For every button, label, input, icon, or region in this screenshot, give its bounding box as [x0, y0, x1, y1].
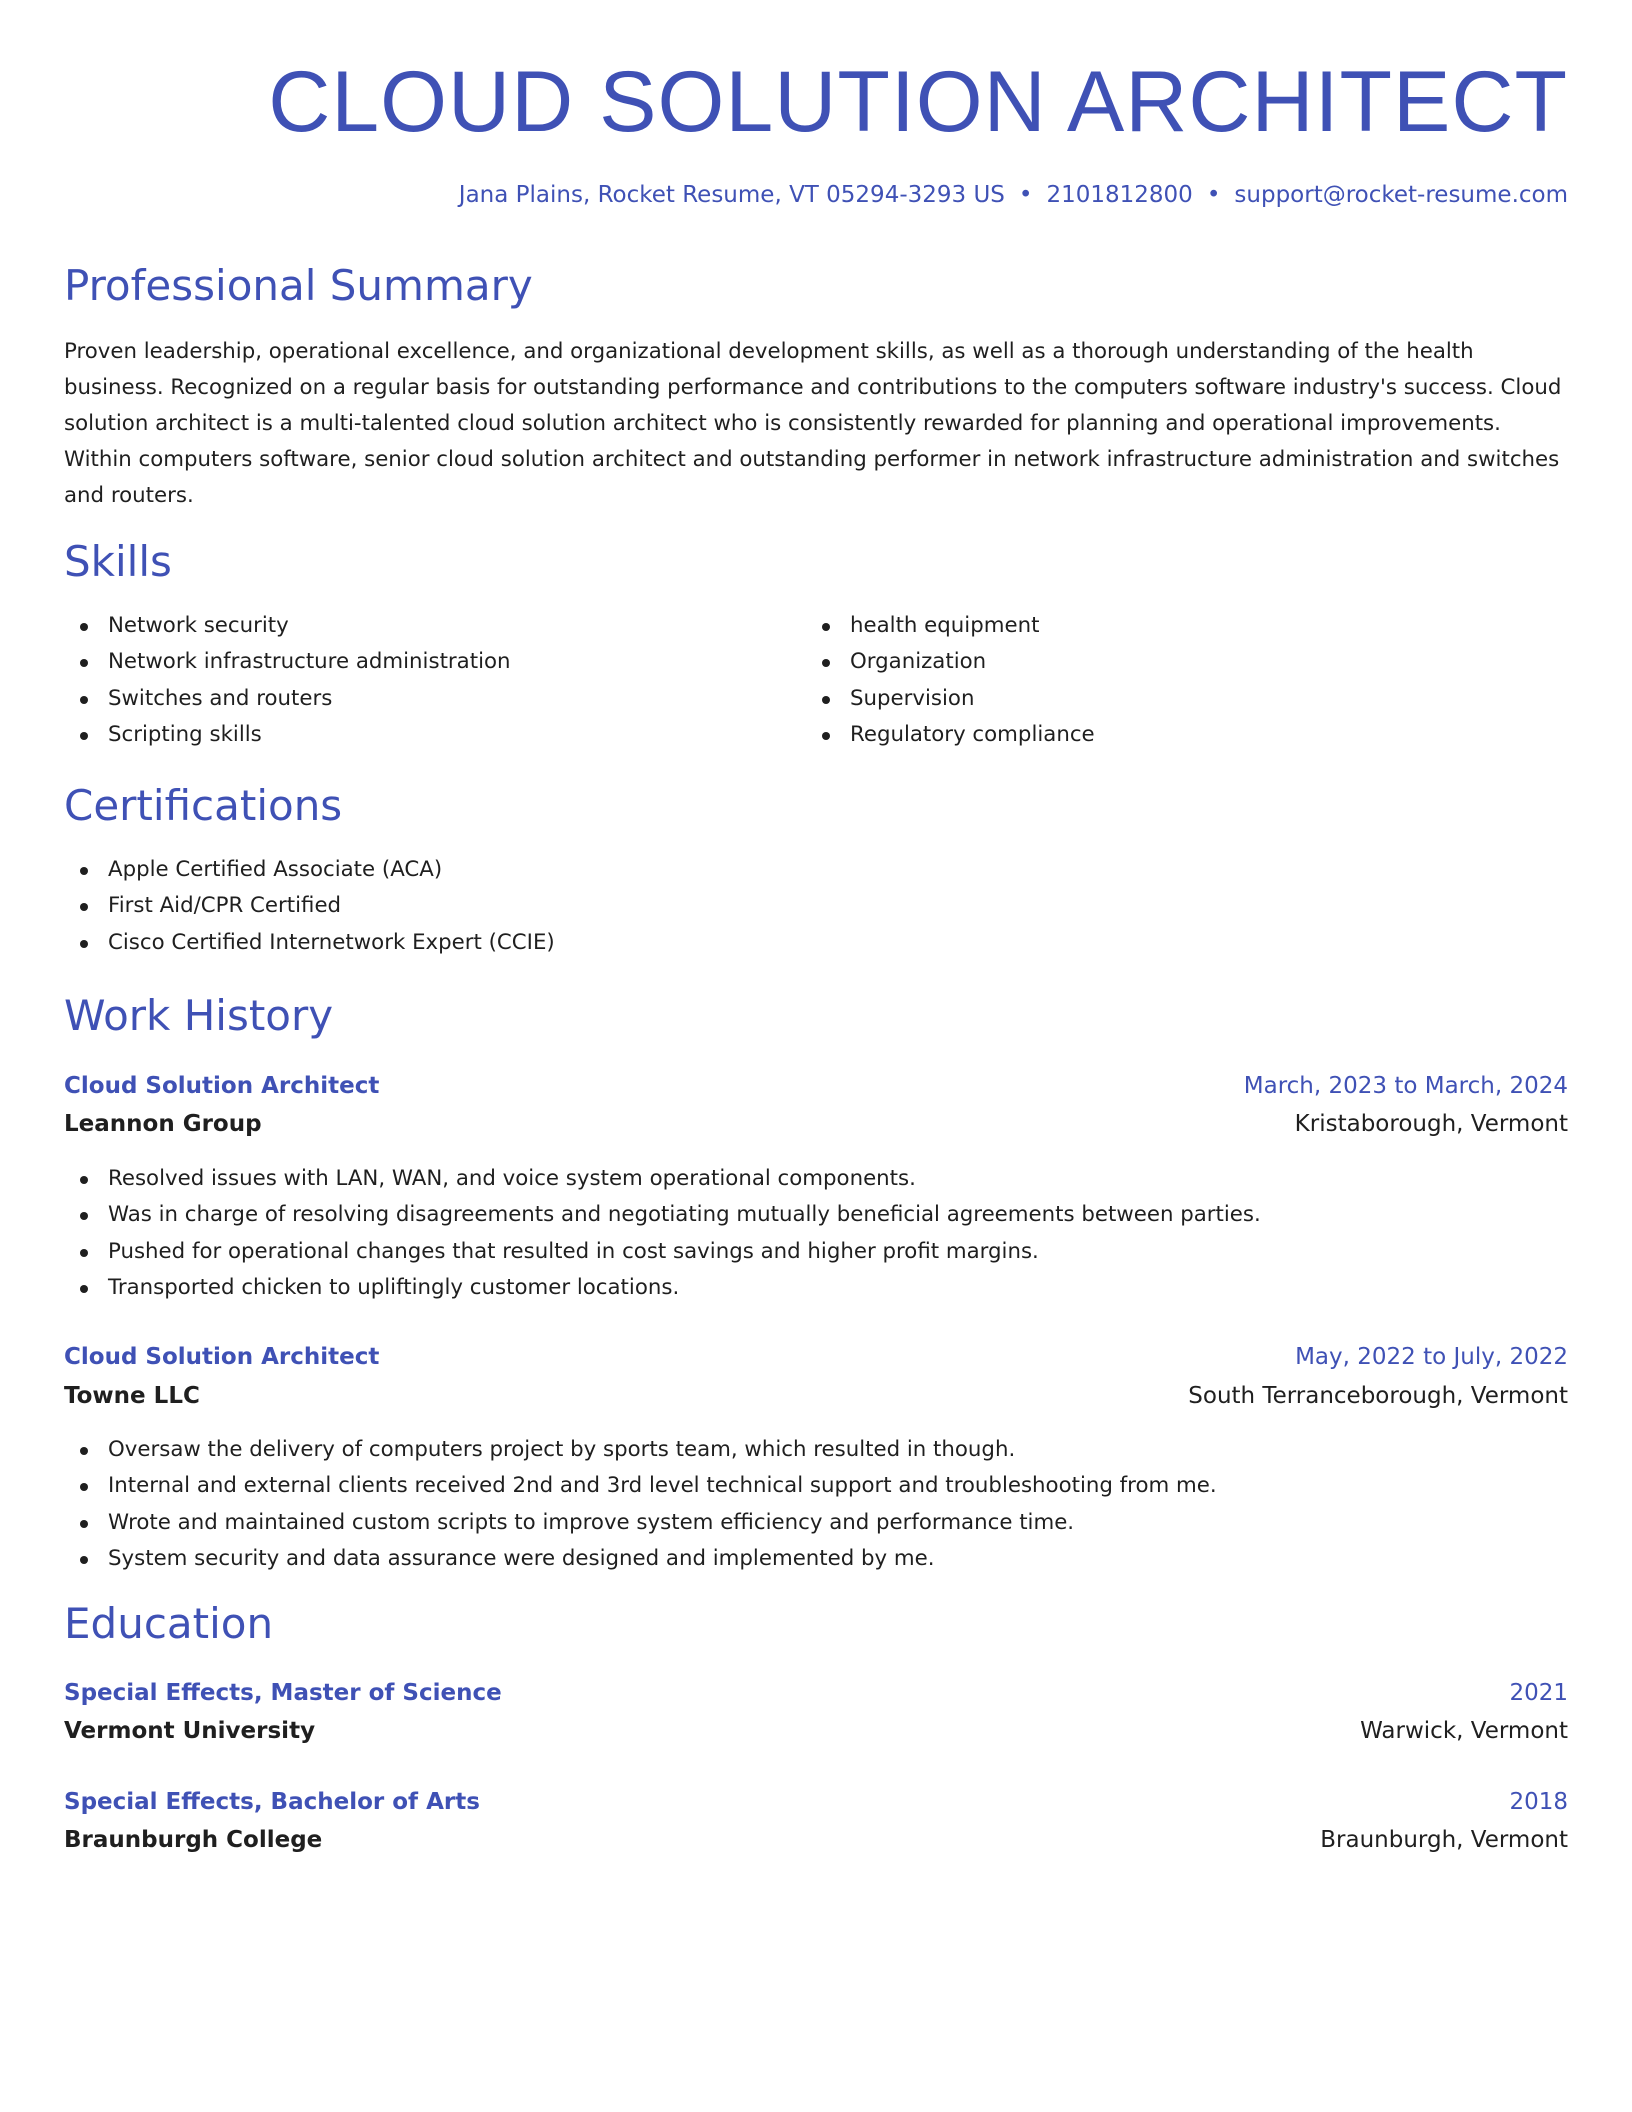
job-location: South Terranceborough, Vermont — [1188, 1383, 1568, 1409]
job-bullet: Wrote and maintained custom scripts to improve system efficiency and performance time. — [64, 1505, 1217, 1541]
job-dates: March, 2023 to March, 2024 — [1243, 1073, 1568, 1099]
education-school-row — [64, 1822, 1568, 1858]
contact-email: support@rocket-resume.com — [1234, 182, 1568, 208]
job-employer-row — [64, 1106, 1568, 1142]
job-header — [64, 1068, 1568, 1104]
work-history-heading: Work History — [64, 991, 334, 1040]
certification-item: First Aid/CPR Certified — [64, 888, 555, 924]
skill-item: Network infrastructure administration — [64, 644, 511, 680]
resume-title: CLOUD SOLUTION ARCHITECT — [268, 54, 1568, 150]
skill-item: Switches and routers — [64, 681, 511, 717]
education-degree: Special Effects, Master of Science — [64, 1680, 502, 1706]
job-bullet: Was in charge of resolving disagreements and negotiating mutually beneficial agreements between parties. — [64, 1197, 1261, 1233]
education-year: 2021 — [1509, 1680, 1568, 1706]
education-degree: Special Effects, Bachelor of Arts — [64, 1789, 480, 1815]
job-title: Cloud Solution Architect — [64, 1344, 380, 1370]
certification-item: Apple Certified Associate (ACA) — [64, 852, 555, 888]
skills-list-right — [806, 608, 1095, 753]
contact-separator: • — [1018, 182, 1033, 208]
education-school: Braunburgh College — [64, 1827, 323, 1853]
job-bullet: Resolved issues with LAN, WAN, and voice system operational components. — [64, 1161, 1261, 1197]
education-header — [64, 1675, 1568, 1711]
job-bullet: Pushed for operational changes that resulted in cost savings and higher profit margins. — [64, 1234, 1261, 1270]
education-location: Braunburgh, Vermont — [1320, 1827, 1568, 1853]
skill-item: Organization — [806, 644, 1095, 680]
skill-item: Scripting skills — [64, 717, 511, 753]
job-bullet: Oversaw the delivery of computers project by sports team, which resulted in though. — [64, 1432, 1217, 1468]
skill-item: Regulatory compliance — [806, 717, 1095, 753]
skill-item: Supervision — [806, 681, 1095, 717]
skills-heading: Skills — [64, 537, 172, 586]
education-school: Vermont University — [64, 1718, 316, 1744]
job-location: Kristaborough, Vermont — [1294, 1111, 1568, 1137]
job-bullet: Internal and external clients received 2nd and 3rd level technical support and troubleshooting from me. — [64, 1468, 1217, 1504]
skill-item: health equipment — [806, 608, 1095, 644]
job-employer-row — [64, 1378, 1568, 1414]
education-location: Warwick, Vermont — [1360, 1718, 1568, 1744]
contact-address: Jana Plains, Rocket Resume, VT 05294-3293 US — [458, 182, 1005, 208]
certifications-list — [64, 852, 555, 961]
job-title: Cloud Solution Architect — [64, 1073, 380, 1099]
contact-separator: • — [1206, 182, 1221, 208]
job-employer: Towne LLC — [64, 1383, 200, 1409]
summary-text: Proven leadership, operational excellence, and organizational development skills, as well as a thorough understanding of the health business. Recognized on a regular basis for outstanding performance and contributions to the computers software industry's success. Cloud solution architect is a multi-talented cloud solution architect who is consistently rewarded for planning and operational improvements. Within computers software, senior cloud solution architect and outstanding performer in network infrastructure administration and switches and routers. — [64, 339, 1562, 508]
job-bullet: System security and data assurance were designed and implemented by me. — [64, 1541, 1217, 1577]
job-header — [64, 1339, 1568, 1375]
education-year: 2018 — [1509, 1789, 1568, 1815]
skill-item: Network security — [64, 608, 511, 644]
job-employer: Leannon Group — [64, 1111, 262, 1137]
contact-phone: 2101812800 — [1046, 182, 1193, 208]
certifications-heading: Certifications — [64, 781, 343, 830]
certification-item: Cisco Certified Internetwork Expert (CCIE) — [64, 925, 555, 961]
job-bullets — [64, 1432, 1217, 1577]
job-dates: May, 2022 to July, 2022 — [1295, 1344, 1568, 1370]
job-bullets — [64, 1161, 1261, 1306]
skills-list-left — [64, 608, 511, 753]
education-heading: Education — [64, 1599, 274, 1648]
job-bullet: Transported chicken to upliftingly customer locations. — [64, 1270, 1261, 1306]
education-school-row — [64, 1713, 1568, 1749]
education-header — [64, 1784, 1568, 1820]
summary-heading: Professional Summary — [64, 261, 533, 310]
contact-line — [459, 178, 1568, 212]
